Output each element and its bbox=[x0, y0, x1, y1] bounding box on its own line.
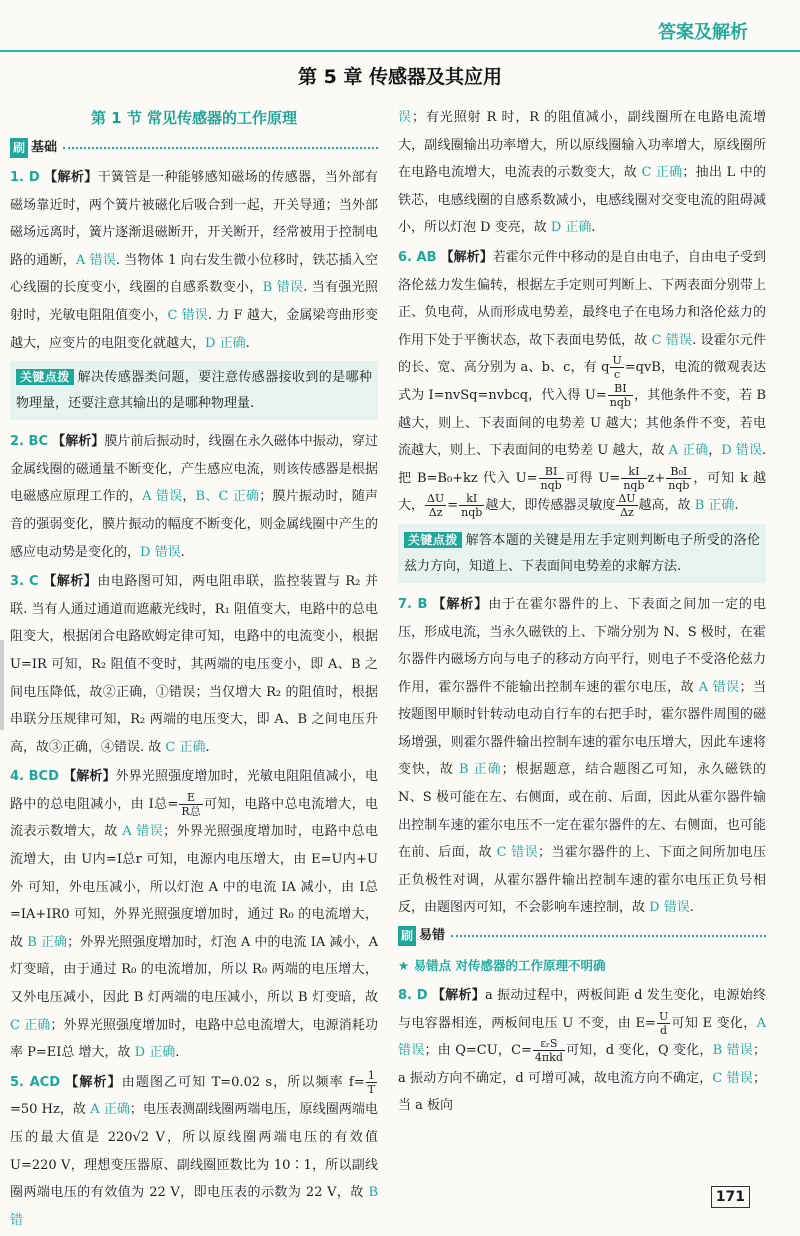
analysis-label: 【解析】 bbox=[432, 596, 489, 612]
fraction bbox=[179, 791, 202, 818]
verdict: D 错误 bbox=[721, 443, 762, 459]
text: ， bbox=[182, 489, 196, 505]
analysis-label: 【解析】 bbox=[44, 170, 98, 185]
text: ；外界光照强度增加时，电路中总电流增大，由 U内=I总r 可知，电源内电压增大，由 E=U内+U外 可知，外电压减小，所以灯泡 A 中的电流 IA 减小，由 I总=IA+IR0 可知，外界光照强度增加时，通过 R₀ 的电流增大，故 bbox=[10, 824, 378, 950]
right-column bbox=[398, 104, 766, 1122]
text: 可得 U= bbox=[564, 470, 621, 486]
verdict: B 错误 bbox=[712, 1043, 753, 1059]
analysis-label: 【解析】 bbox=[431, 988, 486, 1004]
fraction bbox=[459, 492, 484, 519]
text: ；当 a 板向 bbox=[398, 1070, 766, 1114]
verdict: D 错误 bbox=[140, 544, 181, 560]
fraction-denominator: d bbox=[660, 1023, 668, 1037]
dotted-divider bbox=[63, 147, 378, 149]
fraction-denominator: nqb bbox=[623, 478, 645, 492]
verdict: C 错误 bbox=[712, 1070, 753, 1086]
question-number: 7. B bbox=[398, 596, 428, 612]
fraction bbox=[616, 492, 637, 519]
fraction bbox=[425, 492, 446, 519]
text: ；电压表测副线圈两端电压，原线圈两端电压的最大值是 220√2 V，所以原线圈两端电压的有效值 U=220 V，理想变压器原、副线圈匝数比为 10∶1，所以副线圈两端电压的有效值为 22 V，即电压表的示数为 22 V，故 bbox=[10, 1102, 378, 1201]
key-point-box bbox=[398, 524, 766, 583]
key-point-text: 解决传感器类问题，要注意传感器接收到的是哪种物理量，还要注意其输出的是哪种物理量. bbox=[16, 370, 372, 412]
dotted-divider bbox=[451, 935, 766, 937]
question-number: 3. C bbox=[10, 574, 39, 590]
question-5 bbox=[10, 1069, 378, 1235]
text: ；外界光照强度增加时，灯泡 A 中的电流 IA 减小，A 灯变暗，由于通过 R₀ 的电流增加，所以 R₀ 两端的电压增大，又外电压减小，因此 B 灯两端的电压减小，所以 B 灯变暗，故 bbox=[10, 934, 378, 1006]
basic-tag-row bbox=[10, 136, 378, 160]
text: . bbox=[205, 739, 210, 755]
verdict: C 错误 bbox=[651, 332, 693, 348]
verdict: B 错误 bbox=[262, 280, 304, 296]
fraction-denominator: Δz bbox=[620, 506, 634, 520]
text: ，其他条件不变，若 B 越大，则上、下表面间的电势差 U 越大；其他条件不变，若电流越大，则上、下表面间的电势差 U 越大，故 bbox=[398, 387, 767, 459]
fraction-denominator: c bbox=[614, 368, 621, 382]
star-icon: ★ bbox=[398, 958, 410, 974]
error-point-label: 易错点 bbox=[413, 958, 452, 974]
question-number: 5. ACD bbox=[10, 1074, 61, 1090]
text: 外界光照强度增加时，光敏电阻阻值减小，电路中的总电阻减小，由 I总= bbox=[10, 769, 378, 812]
analysis-label: 【解析】 bbox=[65, 1074, 122, 1090]
fraction-numerator: kI bbox=[459, 492, 484, 506]
basic-tag-label: 基础 bbox=[31, 140, 58, 156]
text: ；膜片振动时，随声音的强弱变化，膜片振动的幅度不断变化，则金属线圈中产生的感应电动势是变化的， bbox=[10, 489, 378, 560]
question-number: 8. D bbox=[398, 988, 428, 1004]
verdict: D 正确 bbox=[550, 220, 592, 236]
text: 越大，即传感器灵敏度 bbox=[485, 498, 616, 514]
text: 由题图乙可知 T=0.02 s，所以频率 f= bbox=[121, 1074, 365, 1090]
fraction-numerator: U bbox=[658, 1009, 669, 1023]
text: . 当物体 1 向右发生微小位移时，铁芯插入空心线圈的长度变小，线圈的自感系数变小， bbox=[10, 252, 378, 296]
fraction-denominator: R总 bbox=[181, 804, 201, 818]
page-number: 171 bbox=[711, 1186, 750, 1208]
header-rule bbox=[0, 50, 800, 52]
text: 干簧管是一种能够感知磁场的传感器，当外部有磁场靠近时，两个簧片被磁化后吸合到一起，开关导通；当外部磁场远离时，簧片逐渐退磁断开，开关断开，经常被用于控制电路的通断， bbox=[10, 170, 378, 268]
question-5-continued bbox=[398, 104, 766, 242]
fraction bbox=[533, 1037, 565, 1064]
left-column bbox=[10, 104, 378, 1236]
verdict: D 正确 bbox=[205, 335, 246, 351]
verdict: C 正确 bbox=[165, 739, 206, 755]
text: 膜片前后振动时，线圈在永久磁体中振动，穿过金属线圈的磁通量不断变化，产生感应电流，则该传感器是根据电磁感应原理工作的， bbox=[10, 434, 378, 505]
question-1 bbox=[10, 164, 378, 357]
question-number: 1. D bbox=[10, 170, 40, 185]
verdict: B 错 bbox=[10, 1185, 378, 1228]
text: ；当按题图甲顺时针转动电动自行车的右把手时，霍尔器件周围的磁场增强，则霍尔器件输出控制车速的霍尔电压增大，因此车速将变快，故 bbox=[398, 679, 766, 778]
verdict: A 正确 bbox=[90, 1102, 130, 1118]
text: ，可知 k 越大， bbox=[398, 470, 767, 514]
text: . bbox=[689, 900, 694, 916]
verdict: B、C 正确 bbox=[195, 489, 260, 505]
question-number: 4. BCD bbox=[10, 769, 59, 785]
analysis-label: 【解析】 bbox=[63, 769, 116, 785]
verdict: D 错误 bbox=[649, 900, 690, 916]
fraction bbox=[621, 465, 646, 492]
fraction bbox=[666, 465, 691, 492]
fraction-numerator: BI bbox=[608, 382, 633, 396]
fraction-denominator: nqb bbox=[540, 478, 562, 492]
fraction-numerator: E bbox=[179, 791, 202, 805]
text: ；由 Q=CU，C= bbox=[424, 1043, 532, 1059]
fraction-denominator: Δz bbox=[428, 506, 443, 520]
verdict: B 正确 bbox=[458, 762, 502, 778]
header-title: 答案及解析 bbox=[658, 22, 748, 43]
verdict: A 错误 bbox=[142, 489, 183, 505]
text: . bbox=[175, 1045, 180, 1061]
fraction bbox=[539, 465, 564, 492]
text: 由电路图可知，两电阻串联，监控装置与 R₂ 并联. 当有人通过通道而遮蔽光线时，R₁ 阻值变大，电路中的总电阻变大，根据闭合电路欧姆定律可知，电路中的电流变小，根据 U=IR 可知，R₂ 阻值不变时，其两端的电压变小，即 A、B 之间电压降低，故②正确，①错误；当仅增大 R₂ 的阻值时，根据串联分压规律可知，R₂ 两端的电压变大，即 A、B 之间电压升高，故③正确，④错误. 故 bbox=[10, 574, 378, 755]
text: =qvB，电流的微观表达式为 I=nvSq=nvbcq，代入得 U= bbox=[398, 360, 766, 403]
fraction-denominator: nqb bbox=[668, 478, 690, 492]
question-4 bbox=[10, 763, 378, 1067]
text: =50 Hz，故 bbox=[10, 1102, 91, 1118]
text: . bbox=[245, 335, 250, 351]
fraction-numerator: U bbox=[612, 354, 622, 368]
text: ；当霍尔器件的上、下面之间所加电压正负极性对调，从霍尔器件输出控制车速的霍尔电压正负号相反，由题图丙可知，不会影响车速控制，故 bbox=[398, 845, 766, 916]
text: . bbox=[591, 220, 596, 236]
question-number: 2. BC bbox=[10, 434, 48, 450]
verdict: C 错误 bbox=[496, 845, 539, 861]
question-6 bbox=[398, 244, 766, 520]
verdict: 误 bbox=[398, 110, 412, 125]
question-number: 6. AB bbox=[398, 249, 437, 265]
verdict: B 正确 bbox=[27, 934, 68, 950]
text: a 振动过程中，两板间距 d 发生变化，电源始终与电容器相连，两板间电压 U 不变，由 E= bbox=[398, 988, 766, 1031]
text: ；外界光照强度增加时，电路中总电流增大，电源消耗功率 P=EI总 增大，故 bbox=[10, 1017, 378, 1061]
question-8 bbox=[398, 982, 766, 1120]
key-point-tag: 关键点拨 bbox=[16, 369, 74, 385]
fraction-numerator: kI bbox=[621, 465, 646, 479]
fraction-numerator: BI bbox=[539, 465, 564, 479]
error-point-heading bbox=[398, 952, 766, 980]
question-2 bbox=[10, 428, 378, 566]
text: ；根据题意，结合题图乙可知，永久磁铁的 N、S 极可能在左、右侧面，或在前、后面，因此从霍尔器件输出控制车速的霍尔电压不一定在霍尔器件的左、右侧面，也可能在前、后面，故 bbox=[398, 762, 766, 861]
shua-tag: 刷 bbox=[10, 138, 28, 158]
fraction-numerator: ΔU bbox=[618, 492, 636, 506]
verdict: C 正确 bbox=[10, 1017, 51, 1033]
error-tag-row bbox=[398, 924, 766, 948]
verdict: B 正确 bbox=[694, 498, 735, 514]
fraction-denominator: T bbox=[367, 1082, 375, 1096]
fraction bbox=[366, 1069, 377, 1096]
text: 可知 E 变化， bbox=[671, 1015, 757, 1031]
section-title: 第 1 节 常见传感器的工作原理 bbox=[90, 109, 298, 127]
fraction bbox=[657, 1010, 670, 1037]
verdict: A 错误 bbox=[698, 679, 740, 695]
fraction-numerator: ΔU bbox=[427, 492, 445, 506]
chapter-title: 第 5 章 传感器及其应用 bbox=[297, 66, 503, 88]
verdict: D 正确 bbox=[134, 1045, 176, 1061]
text: . bbox=[180, 544, 185, 560]
key-point-tag: 关键点拨 bbox=[404, 532, 462, 548]
key-point-text: 解答本题的关键是用左手定则判断电子所受的洛伦兹力方向，知道上、下表面间电势差的求解方法. bbox=[404, 532, 760, 574]
question-7 bbox=[398, 591, 766, 922]
text: = bbox=[447, 498, 459, 514]
text: ， bbox=[708, 443, 722, 459]
verdict: C 错误 bbox=[167, 307, 208, 323]
text: 由于在霍尔器件的上、下表面之间加一定的电压，形成电流，当永久磁铁的上、下端分别为 N、S 极时，在霍尔器件内磁场方向与电子的移动方向平行，则电子不受洛伦兹力作用，霍尔器件不能输出控制车速的霍尔电压，故 bbox=[398, 596, 766, 695]
text: . 力 F 越大，金属梁弯曲形变越大，应变片的电阻变化就越大， bbox=[10, 307, 378, 351]
verdict: A 错误 bbox=[122, 824, 164, 840]
fraction bbox=[610, 354, 623, 381]
key-point-box bbox=[10, 361, 378, 420]
question-3 bbox=[10, 568, 378, 761]
analysis-label: 【解析】 bbox=[440, 249, 493, 265]
text: 越高，故 bbox=[638, 498, 695, 514]
text: ；a 振动方向不确定，d 可增可减，故电流方向不确定， bbox=[398, 1043, 766, 1086]
fraction-denominator: nqb bbox=[461, 506, 483, 520]
error-point-text: 对传感器的工作原理不明确 bbox=[455, 958, 606, 974]
text: 可知，电路中总电流增大，电流表示数增大，故 bbox=[10, 796, 378, 840]
analysis-label: 【解析】 bbox=[43, 574, 98, 590]
text: 若霍尔元件中移动的是自由电子，自由电子受到洛伦兹力发生偏转，根据左手定则可判断上、下两表面分别带上正、负电荷，从而形成电势差，最终电子在电场力和洛伦兹力的作用下处于平衡状态，故下表面电势低，故 bbox=[398, 249, 766, 348]
verdict: A 错误 bbox=[398, 1015, 766, 1059]
fraction-numerator: B₀I bbox=[666, 465, 691, 479]
fraction-denominator: 4πkd bbox=[534, 1051, 563, 1065]
text: 可知，d 变化，Q 变化， bbox=[565, 1043, 713, 1059]
fraction-numerator: 1 bbox=[366, 1069, 377, 1083]
fraction bbox=[608, 382, 633, 409]
text: ；有光照射 R 时，R 的阻值减小，副线圈所在电路电流增大，副线圈输出功率增大，所以原线圈输入功率增大，原线圈所在电路电流增大，电流表的示数变大，故 bbox=[398, 110, 766, 181]
analysis-label: 【解析】 bbox=[52, 434, 105, 450]
error-tag-label: 易错 bbox=[419, 928, 446, 944]
text: . 设霍尔元件的长、宽、高分别为 a、b、c，有 q bbox=[398, 332, 766, 376]
text: . bbox=[734, 498, 739, 514]
verdict: C 正确 bbox=[641, 165, 683, 181]
text: . 当有强光照射时，光敏电阻阻值变小， bbox=[10, 280, 378, 323]
text: z+ bbox=[647, 470, 666, 486]
page-edge-tab bbox=[0, 640, 4, 730]
fraction-denominator: nqb bbox=[609, 395, 631, 409]
shua-tag: 刷 bbox=[398, 926, 416, 946]
verdict: A 错误 bbox=[75, 252, 116, 268]
text: ；抽出 L 中的铁芯，电感线圈的自感系数减小，电感线圈对交变电流的阻碍减小，所以灯泡 D 变亮，故 bbox=[398, 165, 766, 236]
verdict: A 正确 bbox=[668, 443, 709, 459]
text: . 把 B=B₀+kz 代入 U= bbox=[398, 443, 766, 486]
fraction-numerator: εᵣS bbox=[533, 1037, 565, 1051]
